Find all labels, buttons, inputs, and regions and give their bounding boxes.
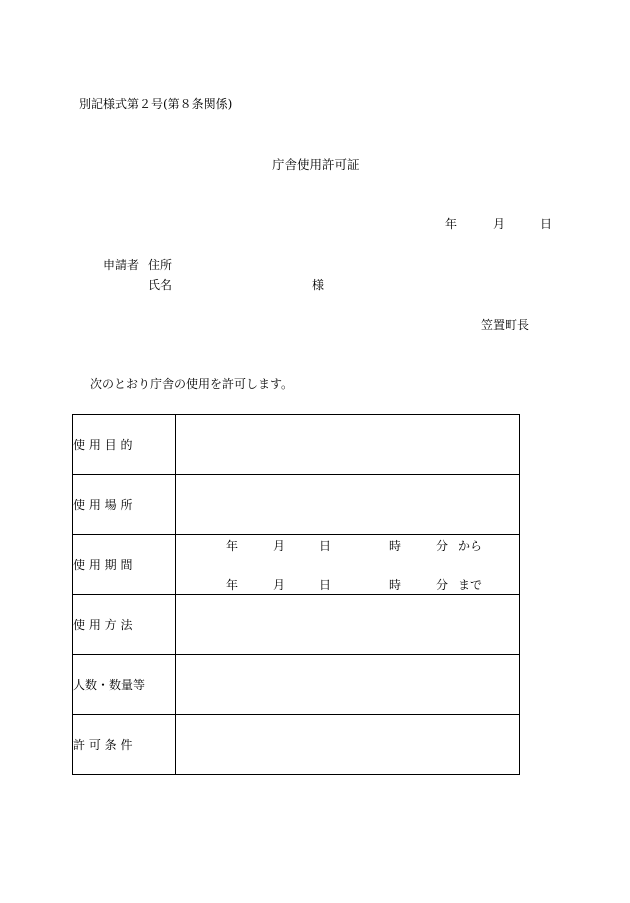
period-end-year: 年	[226, 578, 239, 592]
period-end-line	[176, 577, 519, 593]
document-title: 庁舎使用許可証	[272, 157, 360, 172]
row-value-conditions	[176, 715, 520, 775]
form-number: 別記様式第２号(第８条関係)	[79, 97, 233, 111]
issuer-title: 笠置町長	[481, 318, 530, 332]
applicant-name-label: 氏名	[148, 278, 173, 292]
row-value-place	[176, 475, 520, 535]
row-label-method: 使 用 方 法	[73, 595, 176, 655]
period-start-month: 月	[273, 539, 286, 553]
row-label-place: 使 用 場 所	[73, 475, 176, 535]
applicant-address-label: 住所	[148, 258, 173, 272]
date-year-label: 年	[445, 217, 458, 231]
period-start-hour: 時	[389, 539, 402, 553]
row-value-purpose	[176, 415, 520, 475]
date-day-label: 日	[540, 217, 553, 231]
row-label-period: 使 用 期 間	[73, 535, 176, 595]
period-start-minute: 分	[436, 539, 449, 553]
row-label-purpose: 使 用 目 的	[73, 415, 176, 475]
period-start-day: 日	[319, 539, 332, 553]
table-row-place	[73, 475, 520, 535]
period-end-suffix: まで	[458, 578, 483, 592]
period-start-line	[176, 538, 519, 554]
applicant-honorific: 様	[312, 278, 325, 292]
period-end-month: 月	[273, 578, 286, 592]
table-row-quantity	[73, 655, 520, 715]
period-end-minute: 分	[436, 578, 449, 592]
row-label-conditions: 許 可 条 件	[73, 715, 176, 775]
table-row-conditions	[73, 715, 520, 775]
table-row-method	[73, 595, 520, 655]
permit-table	[72, 414, 520, 775]
period-end-hour: 時	[389, 578, 402, 592]
table-row-period	[73, 535, 520, 595]
date-month-label: 月	[493, 217, 506, 231]
row-value-quantity	[176, 655, 520, 715]
period-start-year: 年	[226, 539, 239, 553]
intro-text: 次のとおり庁舎の使用を許可します。	[90, 377, 294, 391]
period-end-day: 日	[319, 578, 332, 592]
row-label-quantity: 人数・数量等	[73, 655, 176, 715]
table-row-purpose	[73, 415, 520, 475]
period-start-suffix: から	[458, 539, 483, 553]
applicant-label: 申請者	[103, 258, 140, 272]
row-value-method	[176, 595, 520, 655]
row-value-period	[176, 535, 520, 595]
